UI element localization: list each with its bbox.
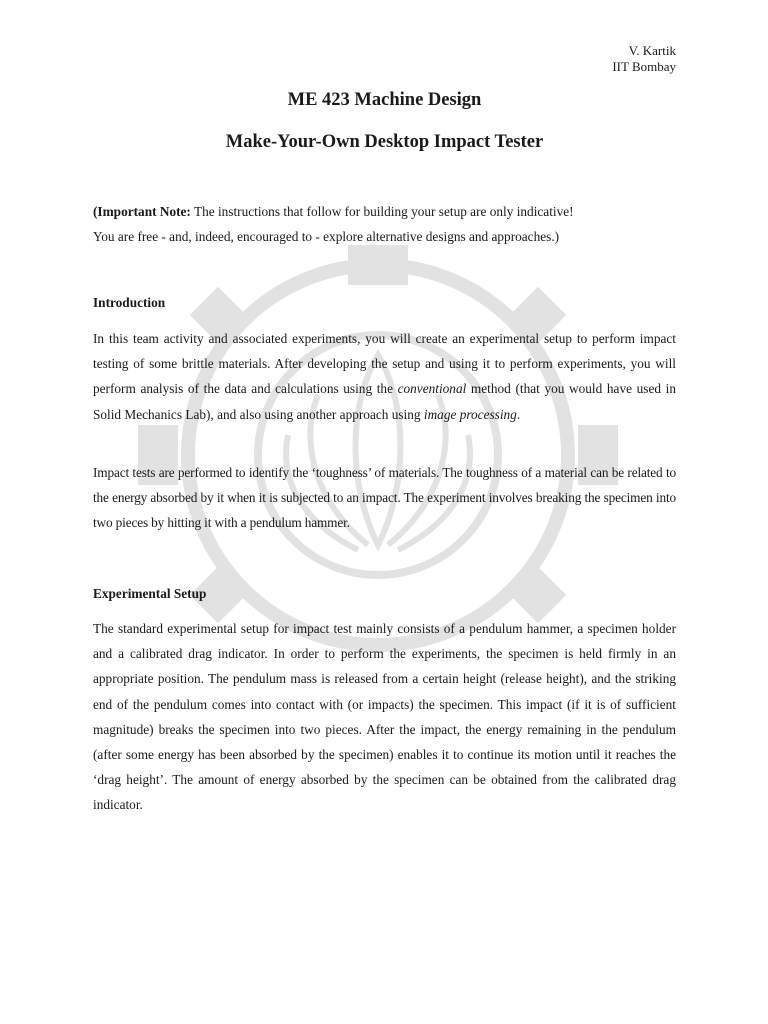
intro-p1-part-b: method (that you would have used in Solid Mechanics Lab), and also using another approach using — [93, 381, 676, 422]
introduction-paragraph-1 — [93, 326, 676, 427]
note-text-line1: The instructions that follow for building your setup are only indicative! — [190, 204, 574, 219]
note-text-line2: You are free - and, indeed, encouraged to - explore alternative designs and approaches.) — [93, 229, 560, 244]
author-block — [612, 43, 676, 74]
project-title: Make-Your-Own Desktop Impact Tester — [225, 132, 544, 152]
intro-p1-emphasis-image-processing: image processing — [423, 406, 517, 422]
author-name: V. Kartik — [628, 43, 676, 58]
important-note — [93, 199, 676, 249]
intro-p1-part-a: In this team activity and associated experiments, you will create an experimental setup to perform impact testing of some brittle materials. After developing the setup and using it to perform experiments, you will perform analysis of the data and calculations using the — [93, 331, 676, 397]
experimental-setup-paragraph: The standard experimental setup for impact test mainly consists of a pendulum hammer, a specimen holder and a calibrated drag indicator. In order to perform the experiments, the specimen is held firmly in an appropriate position. The pendulum mass is released from a certain height (release height), and the striking end of the pendulum comes into contact with (or impacts) the specimen. This impact (if it is of sufficient magnitude) breaks the specimen into two pieces. After the impact, the energy remaining in the pendulum (after some energy has been absorbed by the specimen) enables it to continue its motion until it reaches the ‘drag height’. The amount of energy absorbed by the specimen can be obtained from the calibrated drag indicator. — [93, 621, 676, 813]
intro-p1-part-c: . — [516, 406, 521, 422]
experimental-setup-heading: Experimental Setup — [93, 586, 207, 601]
course-title: ME 423 Machine Design — [287, 90, 482, 110]
intro-p1-emphasis-conventional: conventional — [397, 381, 467, 397]
introduction-heading: Introduction — [93, 295, 166, 310]
author-institution: IIT Bombay — [612, 58, 676, 74]
introduction-paragraph-2: Impact tests are performed to identify the ‘toughness’ of materials. The toughness of a material can be related to the energy absorbed by it when it is subjected to an impact. The experiment involves breaking the specimen into two pieces by hitting it with a pendulum hammer. — [93, 465, 676, 531]
note-label: (Important Note: — [93, 204, 191, 219]
